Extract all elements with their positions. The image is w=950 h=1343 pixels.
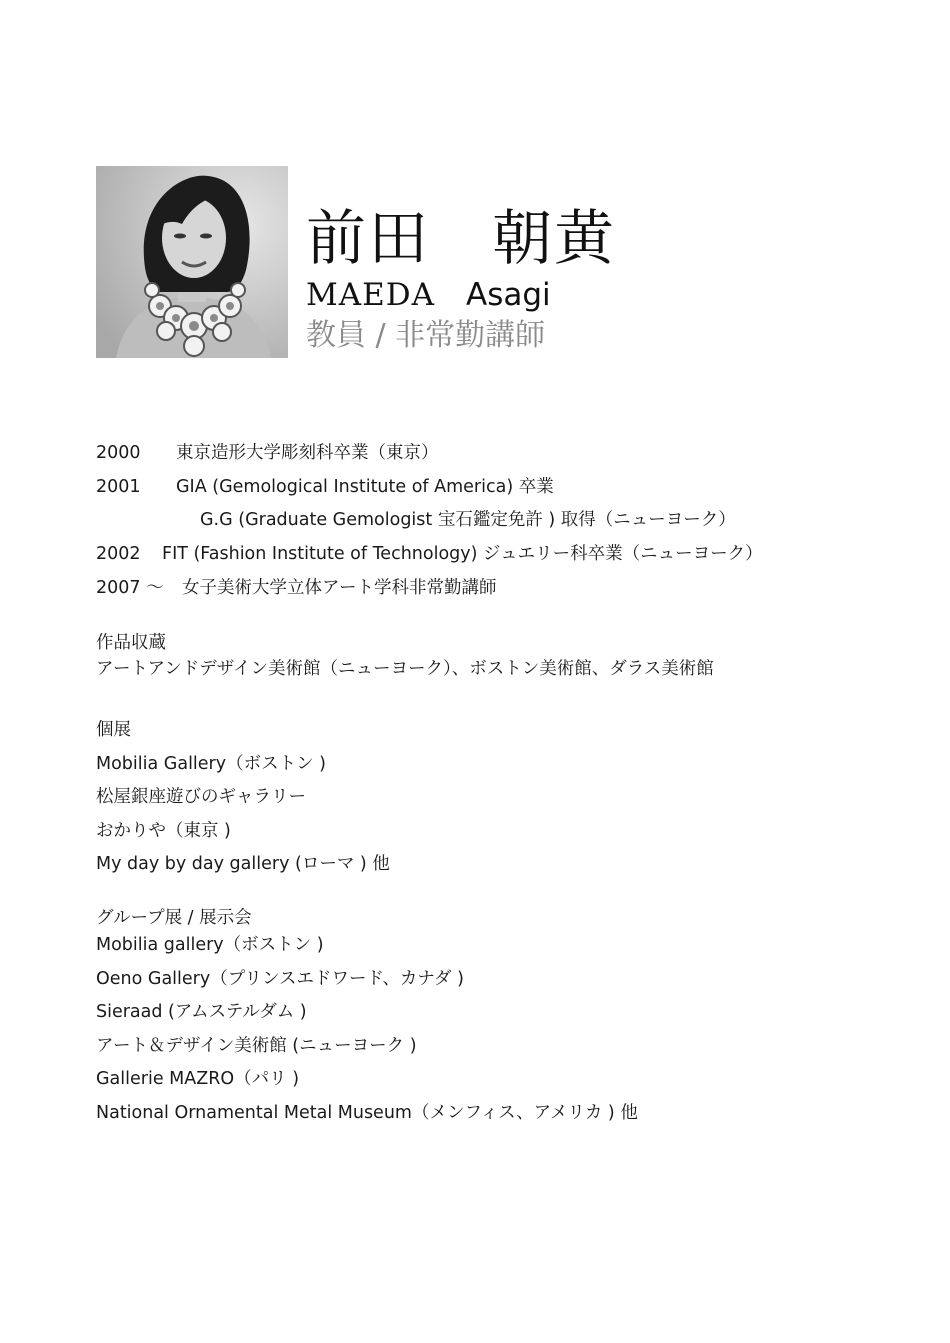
- group-item: National Ornamental Metal Museum（メンフィス、アメリカ ) 他: [96, 1103, 638, 1123]
- group-item: Oeno Gallery（プリンスエドワード、カナダ ): [96, 969, 464, 989]
- career-entry: [96, 441, 439, 465]
- group-heading: グループ展 / 展示会: [96, 908, 252, 928]
- solo-item: My day by day gallery (ローマ ) 他: [96, 854, 390, 874]
- career-text: 女子美術大学立体アート学科非常勤講師: [182, 578, 497, 598]
- career-text: FIT (Fashion Institute of Technology) ジュエリー科卒業（ニューヨーク）: [162, 544, 763, 564]
- collections-heading: 作品収蔵: [96, 633, 166, 653]
- group-item: Gallerie MAZRO（パリ ): [96, 1069, 300, 1089]
- career-year: 2000: [96, 443, 141, 463]
- career-text: G.G (Graduate Gemologist 宝石鑑定免許 ) 取得（ニューヨーク）: [200, 510, 736, 530]
- solo-heading: 個展: [96, 720, 131, 740]
- solo-item: Mobilia Gallery（ボストン ): [96, 754, 327, 774]
- given-name: Asagi: [466, 277, 551, 313]
- career-entry: [200, 508, 736, 532]
- career-year: 2002: [96, 544, 141, 564]
- role-title: 教員 / 非常勤講師: [306, 318, 546, 353]
- solo-item: 松屋銀座遊びのギャラリー: [96, 787, 306, 807]
- career-entry: [96, 576, 496, 600]
- group-item: Mobilia gallery（ボストン ): [96, 935, 324, 955]
- group-item: Sieraad (アムステルダム ): [96, 1002, 307, 1022]
- collections-text: アートアンドデザイン美術館（ニューヨーク）、ボストン美術館、ダラス美術館: [96, 659, 714, 679]
- career-text: GIA (Gemological Institute of America) 卒業: [176, 477, 554, 497]
- solo-item: おかりや（東京 ): [96, 821, 231, 841]
- career-year: 2007 ～: [96, 578, 164, 598]
- career-text: 東京造形大学彫刻科卒業（東京）: [176, 443, 439, 463]
- group-item: アート＆デザイン美術館 (ニューヨーク ): [96, 1036, 417, 1056]
- family-name: MAEDA: [306, 277, 435, 313]
- portrait-photo: [96, 166, 288, 358]
- name-japanese: 前田 朝黄: [306, 204, 616, 274]
- career-year: 2001: [96, 477, 141, 497]
- career-entry: [96, 475, 554, 499]
- career-entry: [96, 542, 763, 566]
- name-english: [306, 276, 551, 314]
